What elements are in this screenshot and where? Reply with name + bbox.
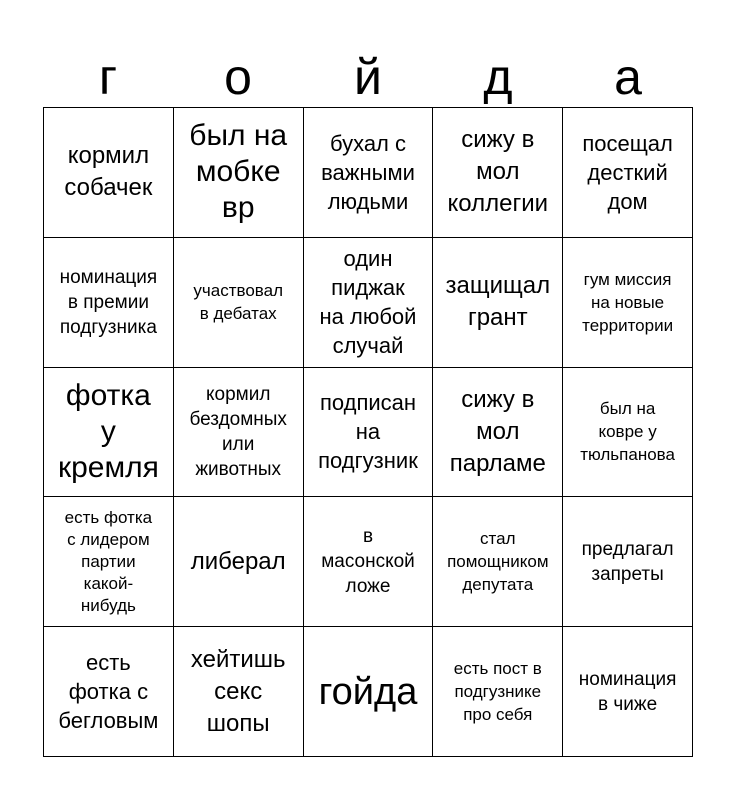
bingo-cell-r3c2[interactable] [174,368,304,498]
bingo-cell-r2c5[interactable] [563,238,693,368]
cell-text: предлагал запреты [581,538,674,585]
cell-text: гойда [318,670,418,713]
cell-text: бухал с важными людьми [321,130,415,214]
bingo-cell-r3c5[interactable] [563,368,693,498]
cell-text: есть пост в подгузнике про себя [453,659,542,725]
bingo-cell-r1c3[interactable] [304,108,434,238]
bingo-cell-r4c4[interactable] [433,497,563,627]
cell-text: был на ковре у тюльпанова [580,399,675,465]
cell-text: в масонской ложе [321,526,415,598]
cell-text: сижу в мол парламе [449,385,546,477]
bingo-cell-r2c3[interactable] [304,238,434,368]
cell-text: фотка у кремля [57,378,159,484]
bingo-cell-r2c2[interactable] [174,238,304,368]
cell-text: сижу в мол коллегии [447,126,549,218]
bingo-cell-r5c5[interactable] [563,627,693,757]
cell-text: участвовал в дебатах [193,281,283,324]
header-letter-5: а [614,49,642,105]
bingo-cell-r4c1[interactable] [44,497,174,627]
bingo-cell-r1c5[interactable] [563,108,693,238]
cell-text: гум миссия на новые территории [582,269,674,335]
cell-text: номинация в чиже [578,668,677,715]
bingo-cell-r1c2[interactable] [174,108,304,238]
cell-text: посещал десткий дом [582,130,673,214]
bingo-cell-r1c4[interactable] [433,108,563,238]
cell-text: есть фотка с лидером партии какой- нибудь [64,507,153,615]
bingo-cell-r4c2[interactable] [174,497,304,627]
bingo-cell-r2c4[interactable] [433,238,563,368]
cell-text: стал помощником депутата [447,529,549,595]
bingo-cell-r5c3-free[interactable] [304,627,434,757]
cell-text: кормил бездомных или животных [189,383,287,480]
bingo-cell-r4c3[interactable] [304,497,434,627]
cell-text: есть фотка с бегловым [58,650,159,734]
cell-text: защищал грант [445,272,551,332]
cell-text: хейтишь секс шопы [190,645,286,737]
bingo-cell-r3c1[interactable] [44,368,174,498]
header-letter-3: й [354,49,382,105]
bingo-cell-r5c2[interactable] [174,627,304,757]
bingo-cell-r2c1[interactable] [44,238,174,368]
header-letter-1: г [98,49,118,105]
bingo-cell-r3c4[interactable] [433,368,563,498]
cell-text: подписан на подгузник [318,390,418,474]
header-letter-2: о [224,49,252,105]
header-letter-4: д [483,49,513,105]
bingo-cell-r1c1[interactable] [44,108,174,238]
bingo-cell-r4c5[interactable] [563,497,693,627]
bingo-cell-r5c1[interactable] [44,627,174,757]
cell-text: был на мобке вр [189,119,288,225]
bingo-header [43,48,693,106]
bingo-grid [43,107,693,757]
cell-text: номинация в премии подгузника [59,266,158,338]
bingo-cell-r3c3[interactable] [304,368,434,498]
cell-text: один пиджак на любой случай [319,246,417,359]
cell-text: либерал [190,547,286,575]
bingo-cell-r5c4[interactable] [433,627,563,757]
cell-text: кормил собачек [64,142,153,202]
